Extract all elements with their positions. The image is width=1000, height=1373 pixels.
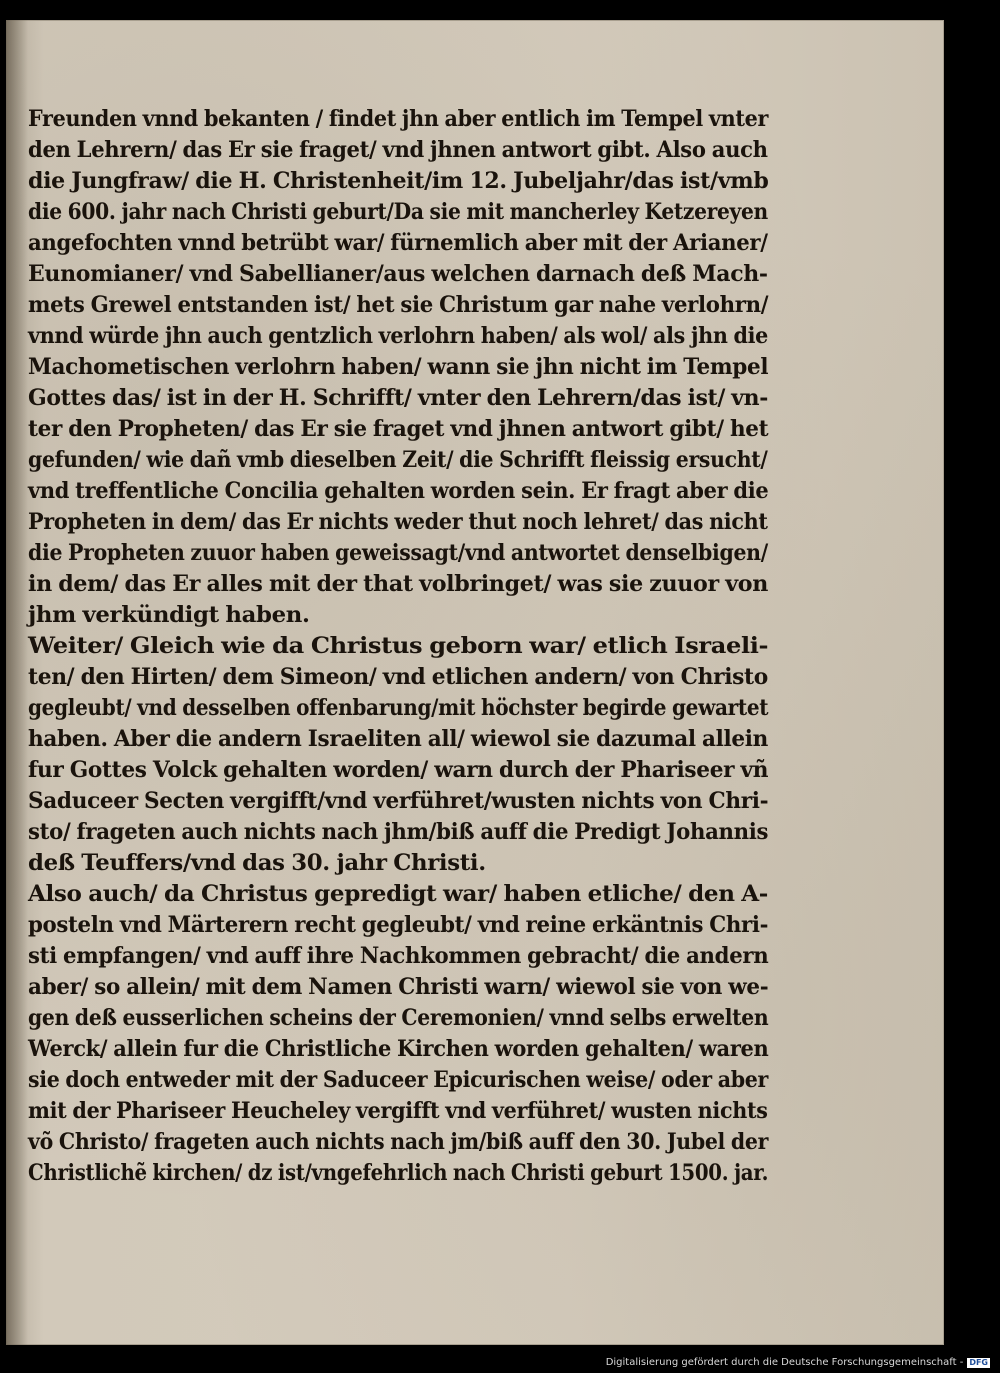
text-line: Weiter/ Gleich wie da Christus geborn war/ etlich Israeli- <box>28 633 769 659</box>
credit-caption: Digitalisierung gefördert durch die Deutsche Forschungsgemeinschaft - <box>605 1357 964 1368</box>
text-line: angefochten vnnd betrübt war/ fürnemlich aber mit der Arianer/ <box>28 230 768 256</box>
text-line: vnnd würde jhn auch gentzlich verlohrn haben/ als wol/ als jhn die <box>28 323 769 349</box>
text-line: gen deß eusserlichen scheins der Ceremonien/ vnnd selbs erwelten <box>28 1005 769 1031</box>
text-line: ten/ den Hirten/ dem Simeon/ vnd etlichen andern/ von Christo <box>28 664 768 690</box>
text-line: sie doch entweder mit der Saduceer Epicurischen weise/ oder aber <box>28 1067 769 1093</box>
text-line: vnd treffentliche Concilia gehalten worden sein. Er fragt aber die <box>28 478 769 504</box>
text-line: die 600. jahr nach Christi geburt/Da sie mit mancherley Ketzereyen <box>28 199 768 225</box>
text-line: Machometischen verlohrn haben/ wann sie jhn nicht im Tempel <box>28 354 769 380</box>
text-line: den Lehrern/ das Er sie fraget/ vnd jhnen antwort gibt. Also auch <box>28 137 768 163</box>
text-line: jhm verkündigt haben. <box>28 602 310 628</box>
dfg-logo-icon: DFG <box>969 1358 988 1367</box>
text-line: deß Teuffers/vnd das 30. jahr Christi. <box>28 850 486 876</box>
text-line: sto/ frageten auch nichts nach jhm/biß auff die Predigt Johannis <box>28 819 769 845</box>
text-line: Christlichẽ kirchen/ dz ist/vngefehrlich nach Christi geburt 1500. jar. <box>28 1160 769 1186</box>
text-line: in dem/ das Er alles mit der that volbringet/ was sie zuuor von <box>28 571 769 597</box>
text-line: Werck/ allein fur die Christliche Kirchen worden gehalten/ waren <box>28 1036 769 1062</box>
text-line: võ Christo/ frageten auch nichts nach jm/biß auff den 30. Jubel der <box>28 1129 769 1155</box>
text-line: fur Gottes Volck gehalten worden/ warn durch der Phariseer vñ <box>28 757 769 783</box>
text-line: die Propheten zuuor haben geweissagt/vnd antwortet denselbigen/ <box>28 540 768 566</box>
text-line: mit der Phariseer Heucheley vergifft vnd verführet/ wusten nichts <box>28 1098 768 1124</box>
text-line: mets Grewel entstanden ist/ het sie Christum gar nahe verlohrn/ <box>28 292 769 318</box>
digitization-credit <box>606 1356 990 1370</box>
text-line: haben. Aber die andern Israeliten all/ wiewol sie dazumal allein <box>28 726 768 752</box>
text-line: Saduceer Secten vergifft/vnd verführet/wusten nichts von Chri- <box>28 788 769 814</box>
text-line: Also auch/ da Christus gepredigt war/ haben etliche/ den A- <box>28 881 769 907</box>
text-line: Freunden vnnd bekanten / findet jhn aber entlich im Tempel vnter <box>28 106 769 132</box>
text-line: Gottes das/ ist in der H. Schrifft/ vnter den Lehrern/das ist/ vn- <box>28 385 769 411</box>
blackletter-text-block <box>28 104 768 1189</box>
text-line: sti empfangen/ vnd auff ihre Nachkommen gebracht/ die andern <box>28 943 769 969</box>
text-line: gegleubt/ vnd desselben offenbarung/mit höchster begirde gewartet <box>28 695 769 721</box>
text-line: Propheten in dem/ das Er nichts weder thut noch lehret/ das nicht <box>28 509 768 535</box>
text-line: gefunden/ wie dañ vmb dieselben Zeit/ die Schrifft fleissig ersucht/ <box>28 447 768 473</box>
text-line: aber/ so allein/ mit dem Namen Christi warn/ wiewol sie von we- <box>28 974 769 1000</box>
book-page <box>6 20 944 1345</box>
text-line: die Jungfraw/ die H. Christenheit/im 12. Jubeljahr/das ist/vmb <box>28 168 769 194</box>
text-line: Eunomianer/ vnd Sabellianer/aus welchen darnach deß Mach- <box>28 261 768 287</box>
text-line: ter den Propheten/ das Er sie fraget vnd jhnen antwort gibt/ het <box>28 416 769 442</box>
page-gutter-shadow <box>6 20 28 1345</box>
text-line: posteln vnd Märterern recht gegleubt/ vnd reine erkäntnis Chri- <box>28 912 769 938</box>
